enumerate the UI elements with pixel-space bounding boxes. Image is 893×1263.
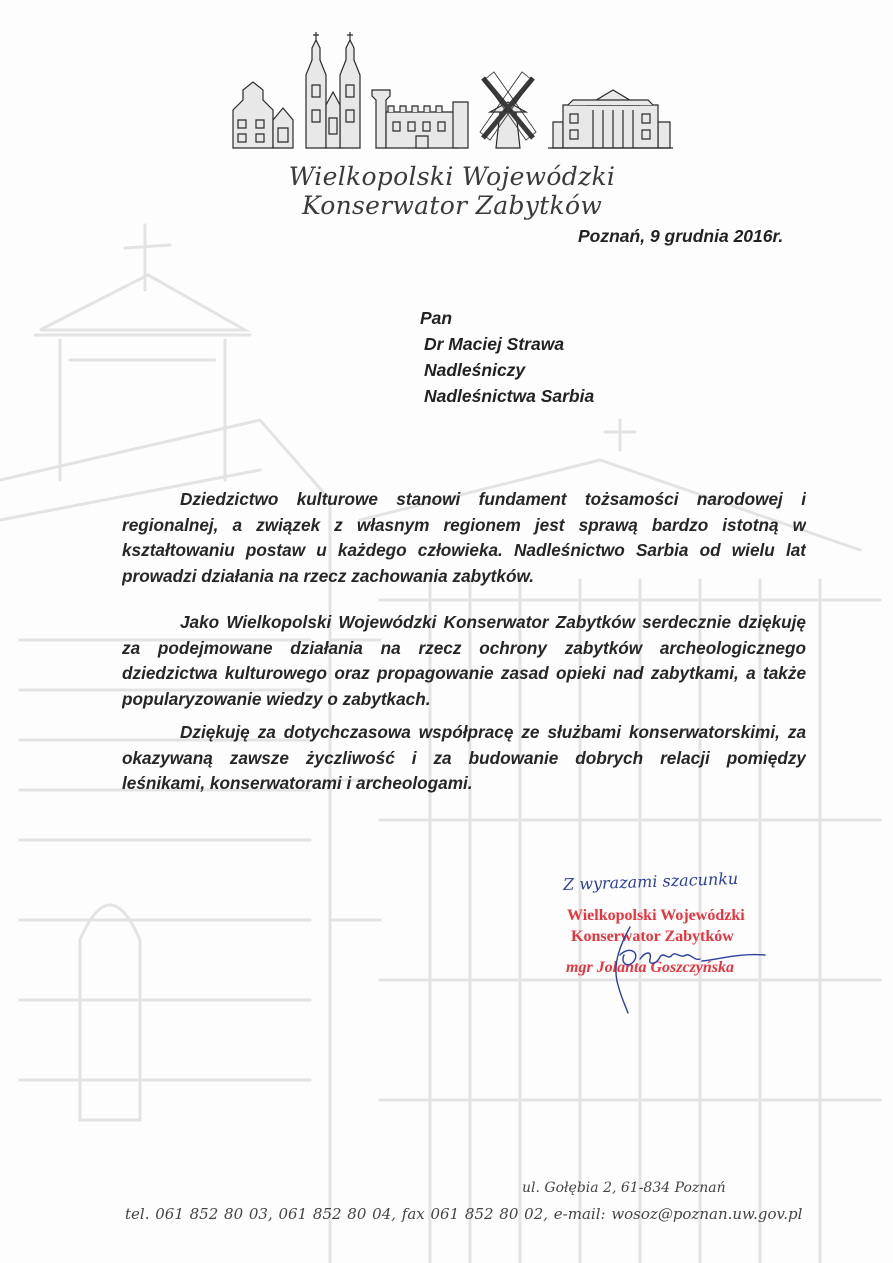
body-paragraph-3 (122, 720, 806, 797)
body-line: kształtowaniu postaw u każdego człowieka. Nadleśnictwo Sarbia od wielu lat (122, 540, 806, 560)
stamp-title-line-2: Konserwator Zabytków (571, 928, 734, 945)
recipient-organization: Nadleśnictwa Sarbia (424, 386, 595, 406)
manor-house-icon (233, 82, 293, 148)
handwritten-signature-icon (590, 925, 780, 1015)
footer-contact: tel. 061 852 80 03, 061 852 80 04, fax 061 852 80 02, e-mail: wosoz@poznan.uw.gov.pl (125, 1205, 803, 1223)
body-line: dziedzictwa kulturowego oraz propagowanie zasad opieki nad zabytkami, a także (122, 663, 806, 683)
body-line: popularyzowanie wiedzy o zabytkach. (122, 688, 431, 709)
body-paragraph-1 (122, 487, 806, 589)
body-line: prowadzi działania na rzecz zachowania zabytków. (122, 565, 534, 586)
body-line: leśnikami, konserwatorami i archeologami. (122, 773, 473, 793)
body-line: okazywaną zawsze życzliwość i za budowanie dobrych relacji pomiędzy (122, 747, 806, 768)
body-line: regionalnej, a związek z własnym regionem jest sprawą bardzo istotną w (122, 514, 806, 535)
body-line: za podejmowane działania na rzecz ochrony zabytków archeologicznego (122, 637, 806, 658)
body-line: Jako Wielkopolski Wojewódzki Konserwator Zabytków serdecznie dziękuję (180, 612, 806, 632)
stamp-title-line-1: Wielkopolski Wojewódzki (567, 907, 745, 924)
windmill-icon (480, 72, 536, 148)
castle-icon (372, 90, 468, 148)
twin-tower-church-icon (306, 32, 360, 148)
palace-icon (548, 90, 673, 148)
stamp-signatory-name: mgr Jolanta Goszczyńska (566, 959, 735, 976)
dateline: Poznań, 9 grudnia 2016r. (578, 226, 784, 246)
body-line: Dziękuję za dotychczasowa współpracę ze służbami konserwatorskimi, za (180, 722, 806, 742)
footer-address: ul. Gołębia 2, 61-834 Poznań (522, 1180, 726, 1196)
handwritten-greeting: Z wyrazami szacunku (562, 868, 739, 895)
letterhead-title: Wielkopolski Wojewódzki Konserwator Zabytków (288, 162, 616, 220)
body-line: Dziedzictwo kulturowe stanowi fundament tożsamości narodowej i (180, 489, 806, 509)
letterhead-illustration (228, 30, 673, 155)
recipient-position: Nadleśniczy (424, 360, 526, 380)
recipient-block (420, 305, 595, 409)
recipient-salutation: Pan (420, 308, 453, 328)
body-paragraph-2 (122, 610, 806, 712)
recipient-name: Dr Maciej Strawa (424, 334, 565, 354)
